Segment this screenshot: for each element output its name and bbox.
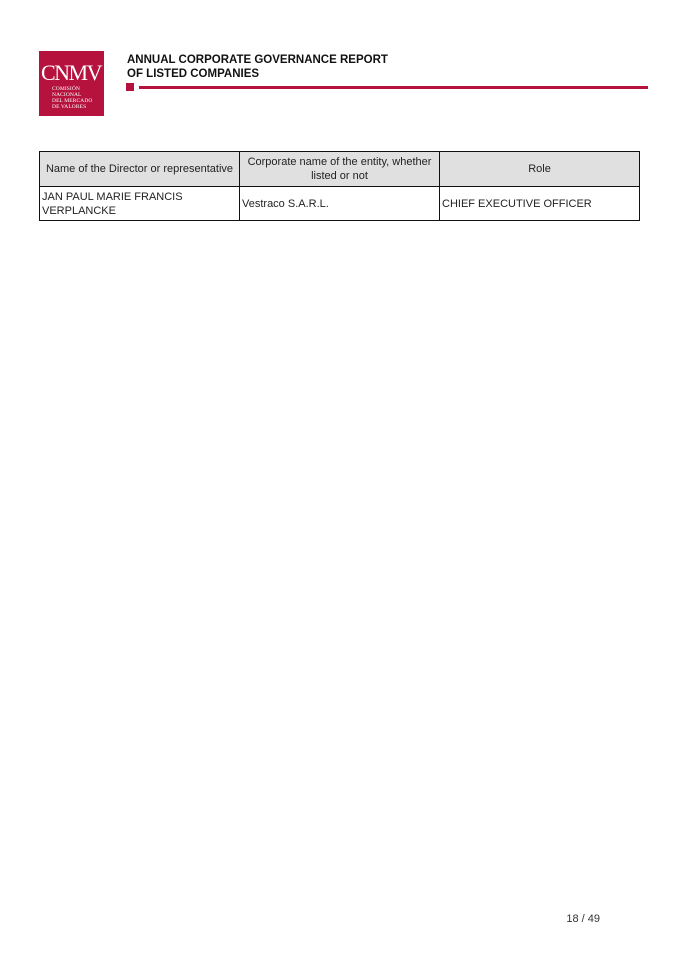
cell-entity-name: Vestraco S.A.R.L. [240, 187, 440, 221]
table-row [40, 187, 640, 221]
report-title-line-2: OF LISTED COMPANIES [127, 68, 260, 80]
report-title-line-1: ANNUAL CORPORATE GOVERNANCE REPORT [127, 54, 388, 66]
logo-text-line: DE VALORES [52, 104, 87, 110]
logo-text-line: COMISIÓN [52, 86, 80, 92]
logo-text-line: DEL MERCADO [52, 98, 93, 104]
cell-role: CHIEF EXECUTIVE OFFICER [440, 187, 640, 221]
column-header-role: Role [440, 152, 640, 187]
cell-director-name: JAN PAUL MARIE FRANCIS VERPLANCKE [40, 187, 240, 221]
directors-table [39, 151, 640, 221]
page-number: 18 / 49 [566, 913, 600, 925]
column-header-director: Name of the Director or representative [40, 152, 240, 187]
cnmv-logo [39, 51, 104, 116]
title-accent-square [126, 83, 134, 91]
report-title [127, 53, 388, 81]
title-accent-rule [139, 86, 648, 89]
table-header-row [40, 152, 640, 187]
logo-text-line: NACIONAL [52, 92, 82, 98]
column-header-entity: Corporate name of the entity, whether listed or not [240, 152, 440, 187]
logo-mark: CNMV [41, 60, 102, 85]
